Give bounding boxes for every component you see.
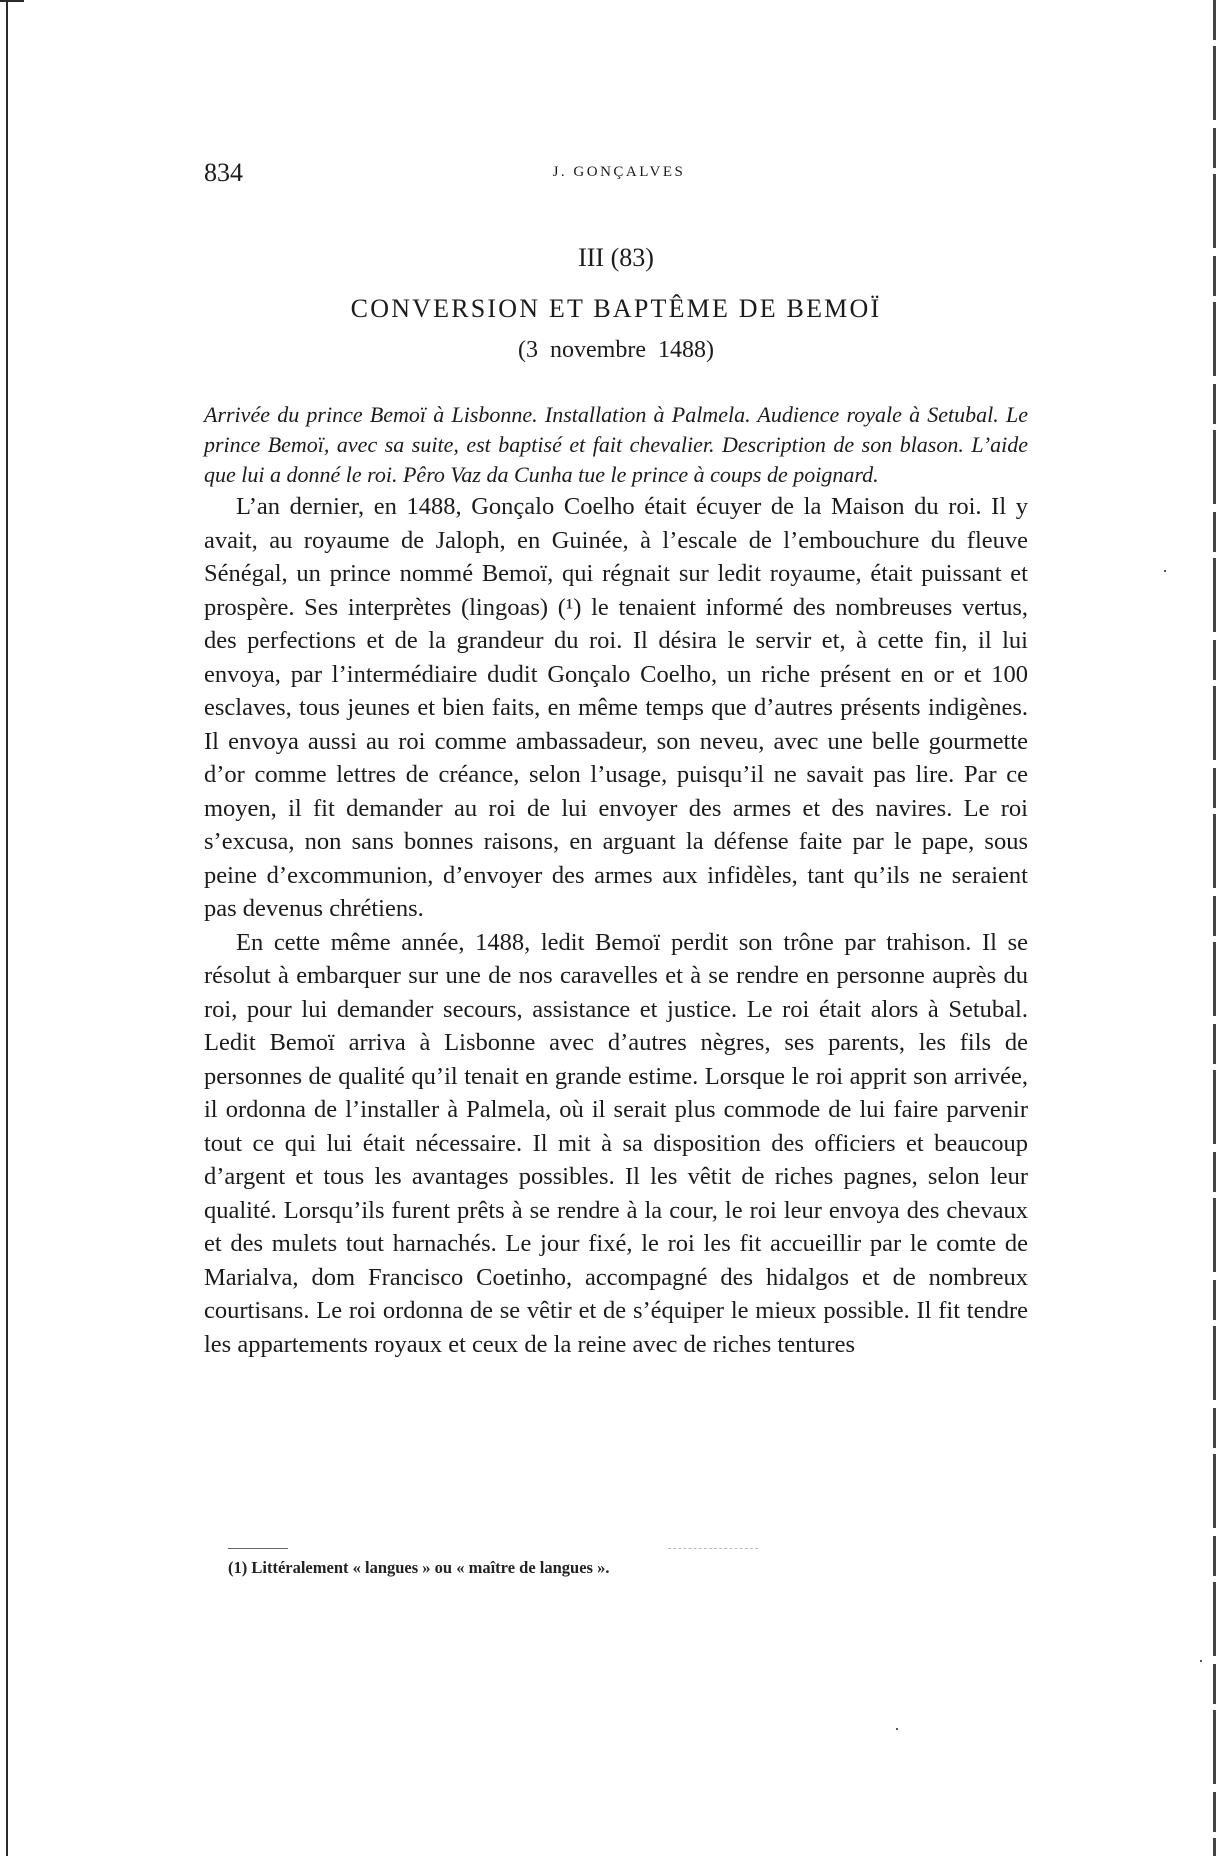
main-text [204, 238, 1028, 1361]
section-title: CONVERSION ET BAPTÊME DE BEMOÏ [350, 294, 882, 323]
paragraph-1: L’an dernier, en 1488, Gonçalo Coelho était écuyer de la Maison du roi. Il y avait, au royaume de Jaloph, en Guinée, à l’escale de l’embouchure du fleuve Sénégal, un prince nommé Bemoï, qui régnait sur ledit royaume, était puissant et prospère. Ses interprètes (lingoas) (¹) le tenaient informé des nombreuses vertus, des perfections et de la grandeur du roi. Il désira le servir et, à cette fin, il lui envoya, par l’intermédiaire dudit Gonçalo Coelho, un riche présent en or et 100 esclaves, tous jeunes et bien faits, en même temps que d’autres présents indigènes. Il envoya aussi au roi comme ambassadeur, son neveu, avec une belle gourmette d’or comme lettres de créance, selon l’usage, puisqu’il ne savait pas lire. Par ce moyen, il fit demander au roi de lui envoyer des armes et des navires. Le roi s’excusa, non sans bonnes raisons, en arguant la défense faite par le pape, sous peine d’excommunion, d’envoyer des armes aux infidèles, tant qu’ils ne seraient pas devenus chrétiens. [204, 493, 1028, 922]
running-head: J. GONÇALVES [552, 164, 686, 180]
section-number: III (83) [578, 243, 654, 272]
paragraph-2: En cette même année, 1488, ledit Bemoï perdit son trône par trahison. Il se résolut à embarquer sur une de nos caravelles et à se rendre en personne auprès du roi, pour lui demander secours, assistance et justice. Le roi était alors à Setubal. Ledit Bemoï arriva à Lisbonne avec d’autres nègres, ses parents, les fils de personnes de qualité qu’il tenait en grande estime. Lorsque le roi apprit son arrivée, il ordonna de l’installer à Palmela, où il serait plus commode de lui faire parvenir tout ce qui lui était nécessaire. Il mit à sa disposition des officiers et beaucoup d’argent et tous les avantages possibles. Il les vêtit de riches pagnes, selon leur qualité. Lorsqu’ils furent prêts à se rendre à la cour, le roi leur envoya des chevaux et des mulets tout harnachés. Le jour fixé, le roi les fit accueillir par le comte de Marialva, dom Francisco Coetinho, accompagné des hidalgos et de nombreux courtisans. Le roi ordonna de se vêtir et de s’équiper le mieux possible. Il fit tendre les appartements royaux et ceux de la reine avec de riches tentures [204, 928, 1028, 1358]
scan-speck [896, 1728, 898, 1730]
chapter-summary: Arrivée du prince Bemoï à Lisbonne. Installation à Palmela. Audience royale à Setubal. Le prince Bemoï, avec sa suite, est baptisé et fait chevalier. Description de son blason. L’aide que lui a donné le roi. Pêro Vaz da Cunha tue le prince à coups de poignard. [204, 402, 1028, 487]
footnote-divider-faint [668, 1548, 758, 1549]
scan-speck [1200, 1660, 1202, 1662]
section-date: (3 novembre 1488) [518, 337, 714, 363]
page-number: 834 [204, 158, 243, 187]
scan-speck [1164, 570, 1166, 572]
scan-border-left [6, 0, 8, 1856]
footnote-divider [228, 1548, 288, 1549]
page-header [204, 158, 1034, 188]
scan-border-top [0, 0, 24, 2]
footnote: (1) Littéralement « langues » ou « maître de langues ». [228, 1558, 610, 1577]
